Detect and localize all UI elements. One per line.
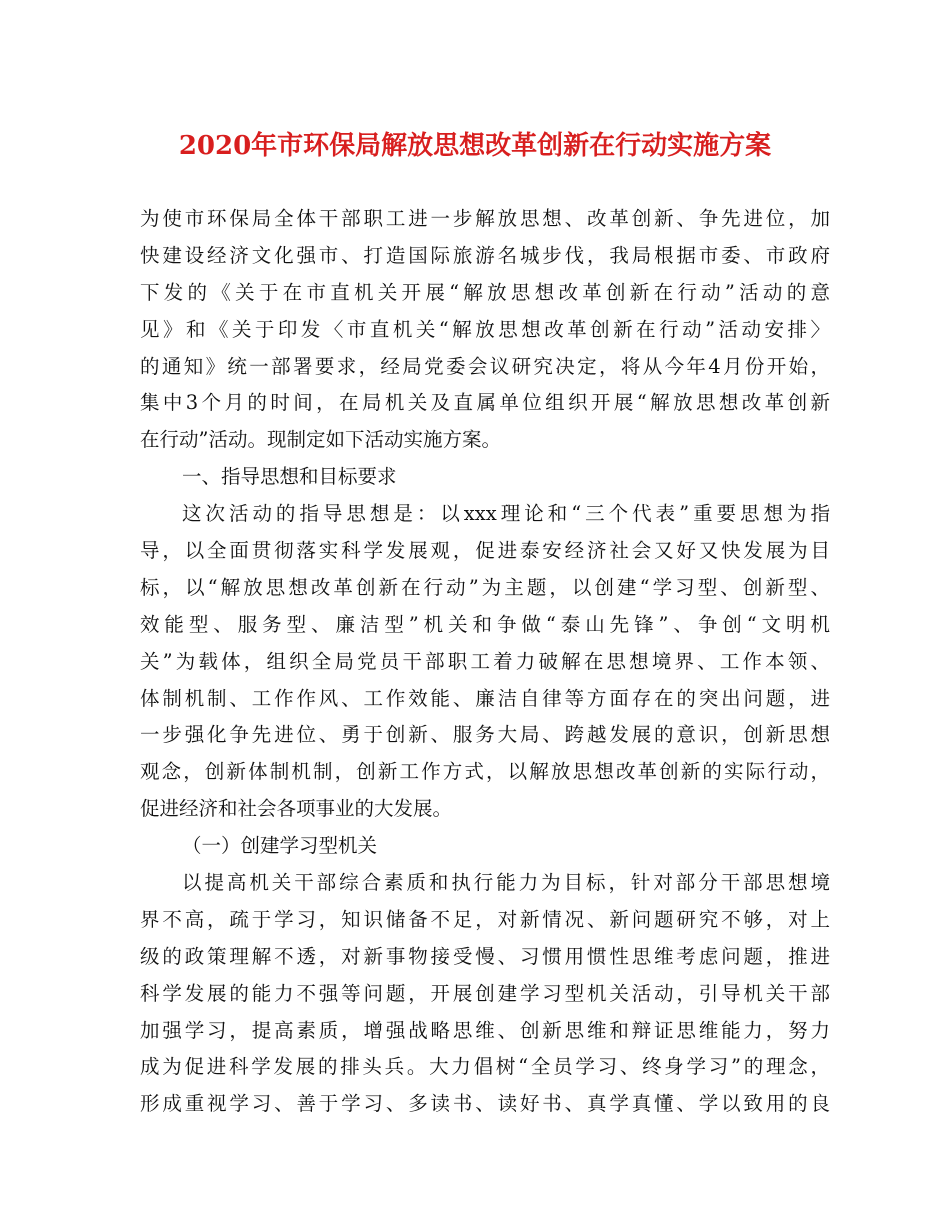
body-line: 关”为载体，组织全局党员干部职工着力破解在思想境界、工作本领、 <box>140 649 830 673</box>
body-line: 加强学习，提高素质，增强战略思维、创新思维和辩证思维能力，努力 <box>140 1018 830 1042</box>
body-line: 下发的《关于在市直机关开展“解放思想改革创新在行动”活动的意 <box>140 280 830 304</box>
body-line: 级的政策理解不透，对新事物接受慢、习惯用惯性思维考虑问题，推进 <box>140 944 830 968</box>
body-line: 为使市环保局全体干部职工进一步解放思想、改革创新、争先进位，加 <box>140 207 830 230</box>
body-line: 在行动”活动。现制定如下活动实施方案。 <box>140 428 501 452</box>
body-line: 效能型、服务型、廉洁型”机关和争做“泰山先锋”、争创“文明机 <box>140 612 830 636</box>
body-line: 促进经济和社会各项事业的大发展。 <box>140 797 453 821</box>
body-line: 见》和《关于印发〈市直机关“解放思想改革创新在行动”活动安排〉 <box>140 317 830 341</box>
body-line: 以提高机关干部综合素质和执行能力为目标，针对部分干部思想境 <box>182 871 830 895</box>
body-line: 科学发展的能力不强等问题，开展创建学习型机关活动，引导机关干部 <box>140 981 830 1005</box>
body-line: 标，以“解放思想改革创新在行动”为主题，以创建“学习型、创新型、 <box>140 575 830 599</box>
section-heading: 一、指导思想和目标要求 <box>182 465 397 489</box>
body-line: 体制机制、工作作风、工作效能、廉洁自律等方面存在的突出问题，进 <box>140 686 830 710</box>
body-line: 形成重视学习、善于学习、多读书、读好书、真学真懂、学以致用的良 <box>140 1092 830 1116</box>
body-line: 集中3个月的时间，在局机关及直属单位组织开展“解放思想改革创新 <box>140 391 830 415</box>
body-line: 成为促进科学发展的排头兵。大力倡树“全员学习、终身学习”的理念， <box>140 1055 830 1079</box>
body-line: 观念，创新体制机制，创新工作方式，以解放思想改革创新的实际行动， <box>140 760 830 784</box>
subsection-heading: （一）创建学习型机关 <box>182 834 378 858</box>
document-title: 2020年市环保局解放思想改革创新在行动实施方案 <box>178 131 772 161</box>
body-line: 快建设经济文化强市、打造国际旅游名城步伐，我局根据市委、市政府 <box>140 243 830 267</box>
body-line: 界不高，疏于学习，知识储备不足，对新情况、新问题研究不够，对上 <box>140 907 830 931</box>
body-line: 导，以全面贯彻落实科学发展观，促进泰安经济社会又好又快发展为目 <box>140 539 830 563</box>
document-body <box>140 201 830 1123</box>
body-line: 这次活动的指导思想是：以xxx理论和“三个代表”重要思想为指 <box>182 502 830 526</box>
body-line: 一步强化争先进位、勇于创新、服务大局、跨越发展的意识，创新思想 <box>140 723 830 747</box>
body-line: 的通知》统一部署要求，经局党委会议研究决定，将从今年4月份开始， <box>140 354 830 378</box>
